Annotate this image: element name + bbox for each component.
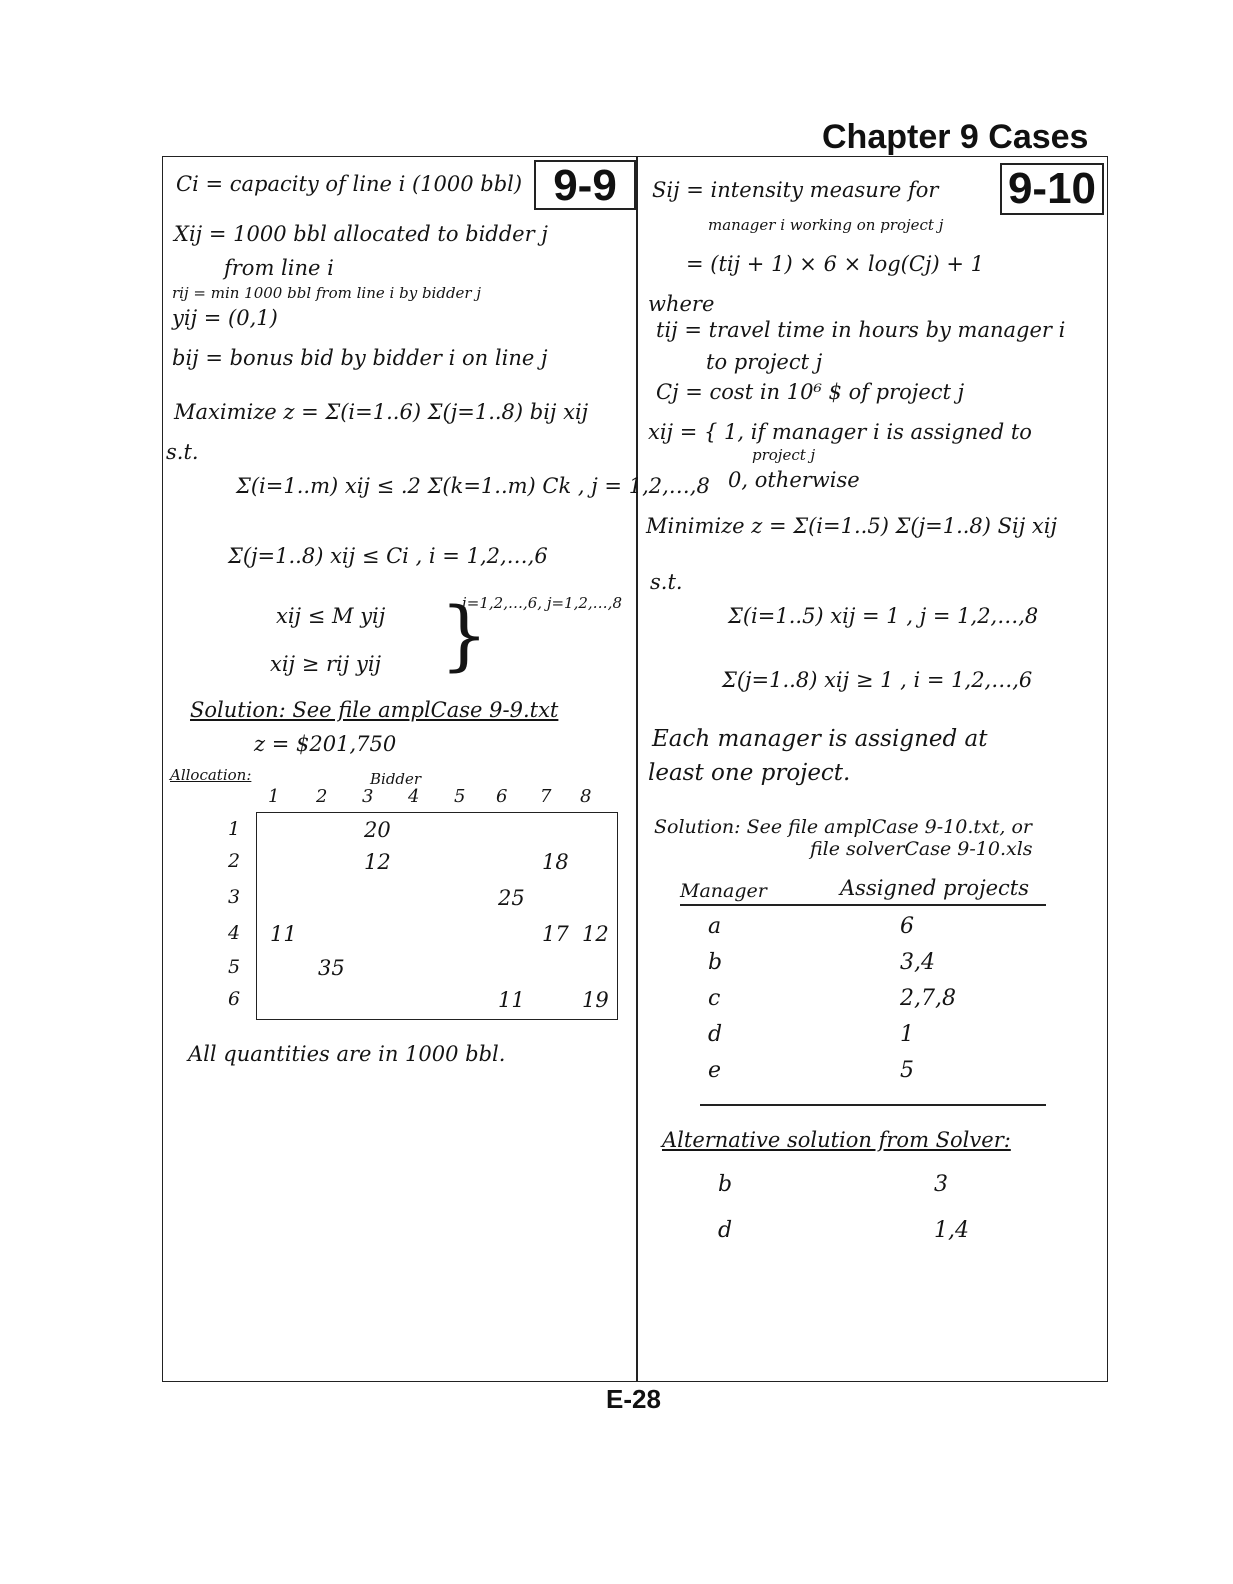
constraint-big-m: xij ≤ M yij (276, 604, 386, 628)
chapter-title: Chapter 9 Cases (822, 118, 1089, 156)
allocation-cell: 17 (542, 922, 569, 946)
subject-to: s.t. (166, 440, 199, 464)
line-label: 5 (228, 956, 241, 978)
minimum-definition: rij = min 1000 bbl from line i by bidder j (172, 284, 482, 302)
objective-function: Minimize z = Σ(i=1..5) Σ(j=1..8) Sij xij (646, 514, 1058, 538)
bidder-header: 8 (580, 786, 592, 807)
assignment-variable: xij = { 1, if manager i is assigned to (648, 420, 1032, 444)
constraint-project-assigned: Σ(i=1..5) xij = 1 , j = 1,2,…,8 (728, 604, 1039, 628)
assignment-variable-otherwise: 0, otherwise (728, 468, 860, 492)
allocation-label: Allocation: (170, 766, 252, 784)
assignment-manager: b (708, 950, 723, 975)
allocation-definition-cont: from line i (224, 256, 334, 280)
assignment-note-cont: least one project. (648, 760, 851, 786)
where-label: where (648, 292, 715, 316)
constraint-min: xij ≥ rij yij (270, 652, 382, 676)
bidder-header: 6 (496, 786, 508, 807)
units-footnote: All quantities are in 1000 bbl. (188, 1042, 506, 1066)
alternative-manager: d (718, 1218, 733, 1243)
line-label: 1 (228, 818, 241, 840)
bidder-header: 7 (540, 786, 552, 807)
assignment-note: Each manager is assigned at (652, 726, 988, 752)
bidder-header: 4 (408, 786, 420, 807)
line-label: 6 (228, 988, 241, 1010)
bonus-definition: bij = bonus bid by bidder i on line j (172, 346, 548, 370)
allocation-cell: 35 (318, 956, 345, 980)
bidder-label: Bidder (370, 770, 422, 788)
constraint-manager-assigned: Σ(j=1..8) xij ≥ 1 , i = 1,2,…,6 (722, 668, 1033, 692)
assignment-projects: 6 (900, 914, 914, 939)
allocation-cell: 12 (364, 850, 391, 874)
intensity-definition: Sij = intensity measure for (652, 178, 939, 202)
assignment-variable-cont: project j (752, 446, 816, 464)
binary-definition: yij = (0,1) (172, 306, 278, 330)
bidder-header: 5 (454, 786, 466, 807)
allocation-cell: 12 (582, 922, 609, 946)
alternative-title: Alternative solution from Solver: (662, 1128, 1011, 1152)
constraint-brace: } (440, 590, 489, 679)
table-bottom-rule (700, 1104, 1046, 1106)
solution-reference: Solution: See file amplCase 9-10.txt, or (654, 816, 1032, 838)
case-9-9-tag: 9-9 (534, 160, 636, 210)
assignment-manager: e (708, 1058, 722, 1083)
optimal-value: z = $201,750 (254, 732, 397, 756)
projects-column-header: Assigned projects (840, 876, 1029, 900)
alternative-manager: b (718, 1172, 733, 1197)
subject-to: s.t. (650, 570, 683, 594)
intensity-definition-cont: manager i working on project j (708, 216, 944, 234)
assignment-manager: d (708, 1022, 723, 1047)
constraint-bidder-cap: Σ(i=1..m) xij ≤ .2 Σ(k=1..m) Ck , j = 1,2,…,8 (236, 474, 710, 498)
bidder-header: 1 (268, 786, 280, 807)
allocation-cell: 25 (498, 886, 525, 910)
allocation-cell: 18 (542, 850, 569, 874)
allocation-cell: 11 (270, 922, 297, 946)
page-number: E-28 (606, 1384, 661, 1414)
allocation-definition: Xij = 1000 bbl allocated to bidder j (174, 222, 548, 246)
intensity-formula: = (tij + 1) × 6 × log(Cj) + 1 (686, 252, 984, 276)
manager-column-header: Manager (680, 880, 767, 902)
solution-reference-cont: file solverCase 9-10.xls (810, 838, 1033, 860)
line-label: 3 (228, 886, 241, 908)
allocation-cell: 11 (498, 988, 525, 1012)
alternative-projects: 3 (934, 1172, 948, 1197)
objective-function: Maximize z = Σ(i=1..6) Σ(j=1..8) bij xij (174, 400, 589, 424)
assignment-projects: 5 (900, 1058, 914, 1083)
case-9-10-tag: 9-10 (1000, 163, 1104, 215)
bidder-header: 3 (362, 786, 374, 807)
allocation-table-box (256, 812, 618, 1020)
line-label: 4 (228, 922, 241, 944)
constraint-line-cap: Σ(j=1..8) xij ≤ Ci , i = 1,2,…,6 (228, 544, 548, 568)
assignment-manager: c (708, 986, 721, 1011)
cost-definition: Cj = cost in 10⁶ $ of project j (656, 380, 965, 404)
capacity-definition: Ci = capacity of line i (1000 bbl) (176, 172, 523, 196)
alternative-projects: 1,4 (934, 1218, 969, 1243)
travel-time-definition: tij = travel time in hours by manager i (656, 318, 1066, 342)
solution-reference: Solution: See file amplCase 9-9.txt (190, 698, 559, 722)
allocation-cell: 19 (582, 988, 609, 1012)
assignment-projects: 1 (900, 1022, 914, 1047)
assignment-projects: 2,7,8 (900, 986, 956, 1011)
allocation-cell: 20 (364, 818, 391, 842)
table-header-rule (680, 904, 1046, 906)
line-label: 2 (228, 850, 241, 872)
bidder-header: 2 (316, 786, 328, 807)
constraint-range: i=1,2,…,6, j=1,2,…,8 (462, 594, 622, 612)
travel-time-definition-cont: to project j (706, 350, 823, 374)
assignment-manager: a (708, 914, 722, 939)
assignment-projects: 3,4 (900, 950, 935, 975)
